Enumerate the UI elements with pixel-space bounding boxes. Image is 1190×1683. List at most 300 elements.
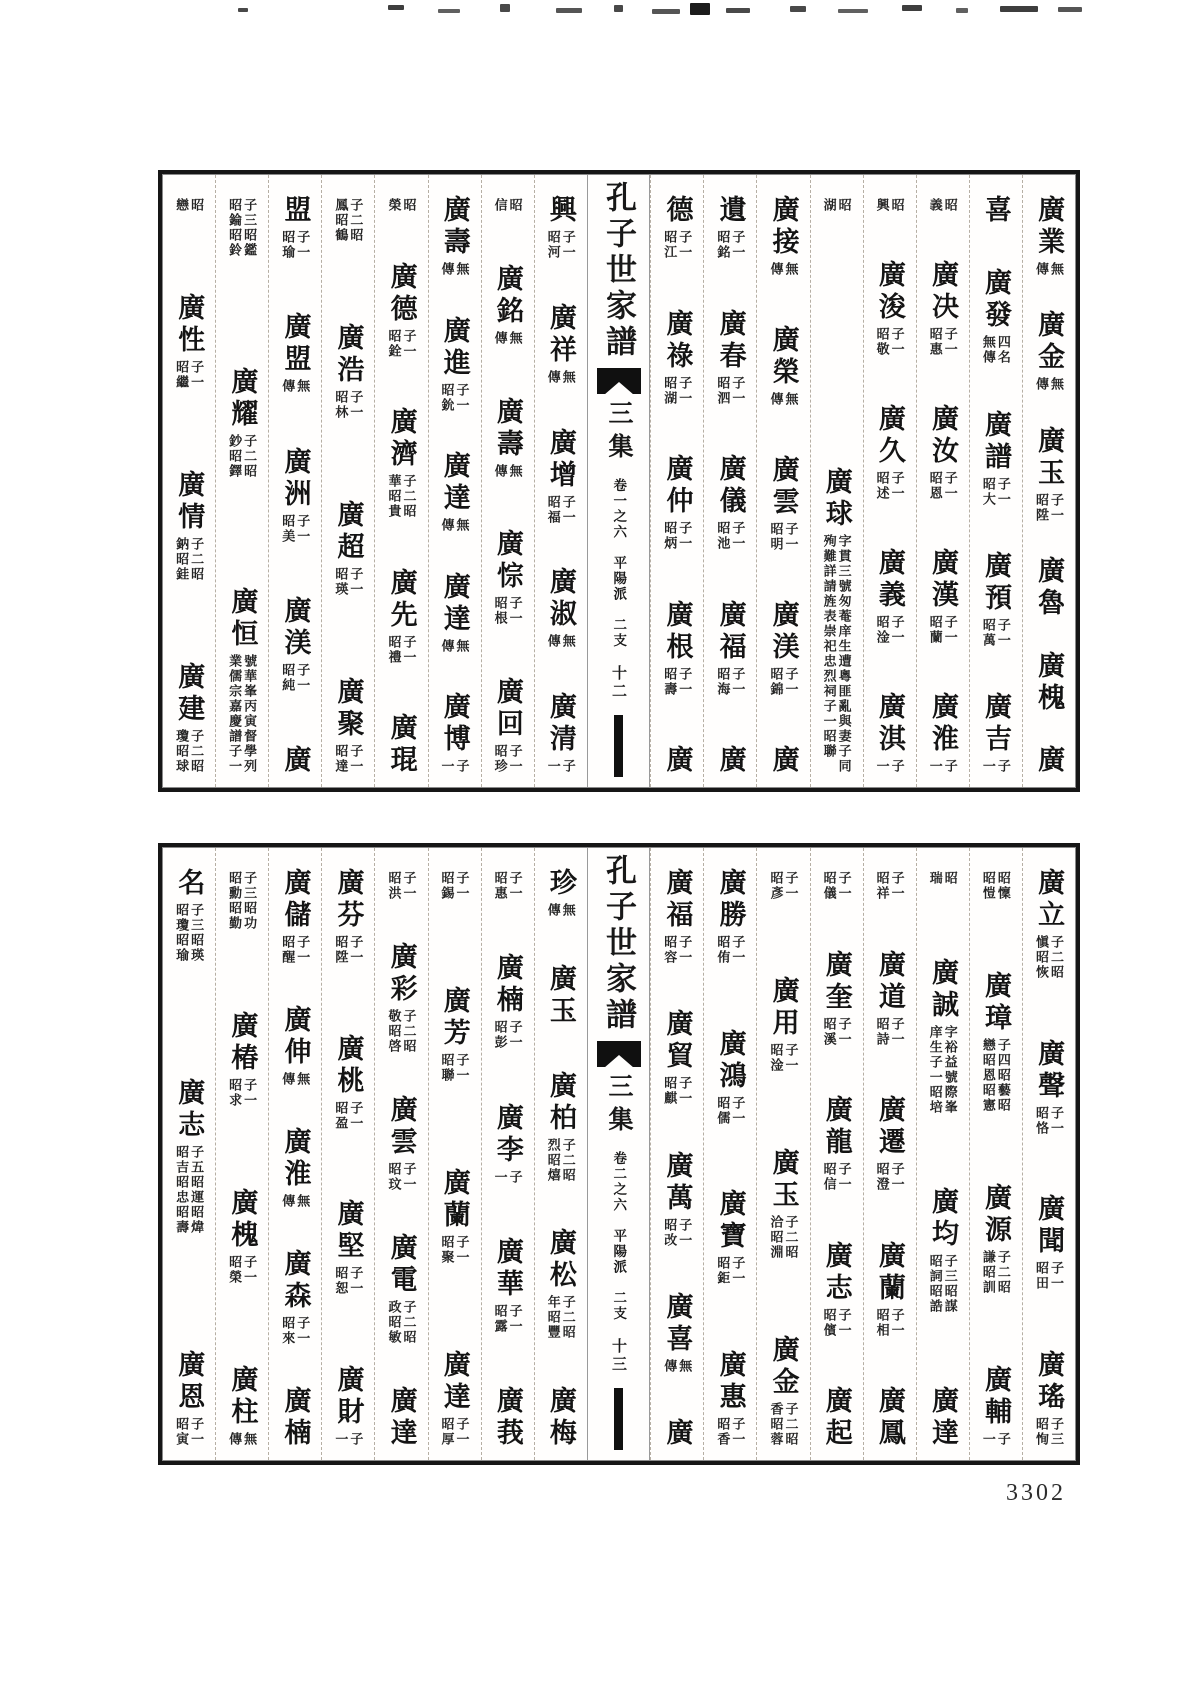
person-name: 廣壽 [439,195,470,259]
person-name: 廣汝 [927,404,958,468]
genealogy-entry [280,195,310,263]
genealogy-entry [174,470,204,585]
person-name: 廣渼 [768,600,799,664]
genealogy-entry [715,1350,745,1450]
person-note: 子一昭敬 [874,327,905,357]
person-note: 子一昭珍 [492,744,523,774]
person-note: 昭戀 [174,198,205,213]
genealogy-entry [546,1071,576,1186]
person-note: 子一昭湖 [662,375,693,406]
person-note: 子一昭麒 [662,1076,693,1107]
person-note: 子一昭江 [662,230,693,260]
person-note: 子一 [545,759,576,774]
genealogy-entry [386,568,416,668]
person-name: 遺 [715,195,746,227]
genealogy-entry [493,529,523,629]
person-note: 子一昭達 [333,744,364,774]
person-note: 子五昭運昭煒昭吉昭忠昭壽 [174,1145,205,1235]
person-name: 廣耀 [227,366,258,431]
genealogy-entry [227,868,257,934]
genealogy-column [534,848,587,1460]
person-name: 廣財 [333,1364,364,1429]
column-grid [162,174,1076,788]
person-name: 廣芬 [333,868,364,932]
genealogy-entry [768,195,798,280]
genealogy-column [215,175,268,787]
genealogy-entry [386,1233,416,1348]
person-name: 廣龍 [821,1095,852,1159]
person-note: 子一昭祥 [874,871,905,901]
person-note: 子一昭詩 [874,1016,905,1047]
person-note: 無傳 [662,1358,693,1374]
person-name: 廣伸 [280,1005,311,1069]
person-note: 無傳 [280,379,311,395]
genealogy-entry [716,745,744,777]
genealogy-entry [440,1168,470,1268]
genealogy-entry [227,367,257,482]
genealogy-entry [822,1386,850,1450]
person-name: 廣璋 [981,971,1012,1035]
person-note: 子一昭瑜 [280,230,311,260]
genealogy-entry [280,447,310,547]
person-name: 廣進 [439,315,470,380]
genealogy-entry [386,1095,416,1195]
genealogy-entry [875,1095,905,1195]
person-name: 廣勝 [715,868,746,932]
person-note: 子三昭瑛昭瓊昭瑜 [174,903,205,963]
genealogy-entry [546,567,576,652]
person-note: 昭義 [927,198,958,213]
person-note: 號華峯丙寅督學列業儒宗嘉慶譜子一 [227,654,258,774]
genealogy-entry [387,1386,415,1450]
genealogy-entry [875,195,905,216]
spine-bar [614,715,623,778]
genealogy-entry [333,500,363,600]
person-name: 廣均 [927,1187,958,1251]
person-name: 廣起 [821,1386,852,1450]
person-name: 廣洲 [280,446,311,511]
genealogy-column [1022,848,1075,1460]
person-note: 無傳 [439,262,470,277]
person-name: 廣榮 [768,325,799,389]
person-note: 子一昭海 [715,666,746,697]
person-name: 廣淑 [545,567,576,632]
person-note: 無傳 [280,1194,311,1209]
genealogy-entry [333,677,363,777]
person-name: 廣壽 [492,396,523,461]
person-note: 子一昭恕 [333,1266,364,1297]
genealogy-entry [981,1365,1011,1450]
person-note: 子一昭儀 [821,871,852,901]
person-name: 廣浚 [874,260,905,324]
genealogy-entry [875,868,905,904]
genealogy-entry [981,971,1011,1116]
person-note: 子一昭蘭 [927,615,958,645]
person-name: 廣譜 [981,409,1012,474]
person-name: 廣輔 [981,1365,1012,1429]
person-note: 無傳 [545,369,576,385]
genealogy-entry [928,404,958,504]
person-note: 子一昭壽 [662,666,693,697]
genealogy-entry [982,195,1010,227]
person-name: 廣聲 [1034,1038,1065,1103]
genealogy-entry [928,868,958,889]
person-note: 子一昭鈗 [439,382,470,413]
book-title: 孔子世家譜 [601,854,637,1034]
genealogy-entry [981,692,1011,777]
genealogy-entry [281,1386,309,1450]
genealogy-entry [875,1241,905,1341]
person-note: 子一昭寅 [174,1417,205,1447]
genealogy-entry [822,195,852,216]
genealogy-entry [493,1386,521,1450]
genealogy-entry [1034,1350,1064,1450]
person-note: 子一 [333,1431,364,1447]
person-note: 子一 [439,759,470,774]
person-note: 子二昭鈉昭銈 [174,537,205,582]
person-name: 廣吉 [981,692,1012,756]
genealogy-entry [493,397,523,482]
person-name: 廣槐 [227,1188,258,1252]
person-name: 廣清 [545,692,576,756]
person-note: 子一昭澄 [874,1162,905,1192]
genealogy-entry [822,1095,852,1195]
chapter-branch-line: 卷二之六 平陽派 二支 [611,1151,627,1322]
person-name: 廣恒 [227,587,258,651]
person-note: 子一昭大 [980,476,1011,507]
person-note: 子一昭錫 [439,871,470,901]
genealogy-entry [662,454,692,554]
person-name: 廣蘭 [874,1240,905,1305]
person-name: 廣悰 [492,529,523,594]
genealogy-entry [1034,426,1064,526]
person-name: 廣渼 [280,595,311,660]
genealogy-entry [768,455,798,555]
genealogy-entry [1035,651,1063,715]
person-note: 子一 [492,1169,523,1185]
person-name: 廣儲 [280,868,311,932]
folio-number: 十二 [610,664,627,701]
person-note: 子一昭溪 [821,1016,852,1047]
genealogy-entry [1035,556,1063,620]
person-note: 無傳 [768,392,799,407]
genealogy-column [810,848,863,1460]
person-note: 子二昭烈昭熺 [545,1137,576,1183]
genealogy-entry [662,195,692,263]
person-name: 廣莪 [492,1386,523,1450]
person-name: 廣淇 [874,692,905,756]
genealogy-entry [493,677,523,777]
genealogy-entry [662,309,692,409]
scan-artifact [614,5,623,12]
genealogy-entry [227,1011,257,1111]
person-note: 子一昭玟 [386,1162,417,1192]
person-name: 興 [545,195,576,227]
person-name: 廣道 [874,949,905,1014]
genealogy-entry [715,309,745,409]
genealogy-column [969,848,1022,1460]
genealogy-entry [174,868,204,966]
collection-label: 三集 [605,400,633,466]
genealogy-entry [546,428,576,528]
person-name: 廣達 [386,1386,417,1450]
person-note: 子一昭萬 [980,617,1011,648]
genealogy-entry [768,325,798,410]
genealogy-column [863,175,916,787]
person-note: 子二昭瓊昭球 [174,729,205,774]
person-note: 子二昭政昭敏 [386,1300,417,1345]
genealogy-column [756,175,809,787]
person-note: 子二昭鳳昭鶴 [333,198,364,243]
person-name: 珍 [545,868,576,900]
person-name: 廣彩 [386,942,417,1006]
genealogy-column [428,175,481,787]
person-note: 子一昭惠 [927,327,958,357]
person-note: 子四昭藝昭戀昭恩昭憲 [980,1038,1011,1113]
person-note: 子一昭池 [715,521,746,551]
genealogy-entry [1034,310,1064,395]
person-note: 子三昭謀昭詞昭誥 [927,1254,958,1314]
chapter-branch-line: 卷一之六 平陽派 二支 [611,478,627,649]
person-note: 子一昭炳 [662,521,693,551]
genealogy-entry [662,600,692,700]
genealogy-column [969,175,1022,787]
genealogy-entry [663,1418,691,1450]
person-note: 子一昭瑛 [333,567,364,597]
genealogy-entry [493,195,523,216]
person-name: 喜 [981,195,1012,227]
person-note: 子二昭洽昭淵 [768,1215,799,1260]
genealogy-entry [333,195,363,246]
genealogy-entry [929,1386,957,1450]
scan-artifact [652,9,680,14]
genealogy-column [215,848,268,1460]
person-name: 廣達 [927,1386,958,1450]
person-name: 廣用 [768,976,799,1040]
genealogy-entry [174,1350,204,1450]
genealogy-column [374,175,427,787]
genealogy-column [916,175,969,787]
page-number: 3302 [1006,1480,1066,1506]
person-name: 廣松 [545,1228,576,1293]
genealogy-entry [768,600,798,700]
person-name: 廣 [715,745,746,777]
person-name: 盟 [280,195,311,227]
genealogy-column [428,848,481,1460]
genealogy-entry [1034,1039,1064,1139]
person-note: 子二昭敬昭啓 [386,1009,417,1054]
person-note: 子一昭彥 [768,871,799,901]
person-note: 子一昭醒 [280,935,311,965]
person-note: 子一昭明 [768,522,799,552]
genealogy-table-lower [158,843,1080,1465]
person-note: 子一昭改 [662,1217,693,1248]
genealogy-entry [715,600,745,700]
person-name: 廣濟 [386,407,417,471]
genealogy-entry [440,316,470,416]
genealogy-column [650,175,703,787]
person-name: 廣立 [1034,868,1065,932]
person-note: 子一昭河 [545,230,576,260]
person-name: 廣 [662,745,693,777]
person-note: 子一昭陞 [1033,492,1064,523]
person-note: 子一 [980,1432,1011,1447]
genealogy-entry [662,1151,692,1251]
genealogy-entry [174,662,204,777]
person-note: 子一昭儐 [821,1307,852,1338]
person-name: 廣决 [927,260,958,324]
person-note: 子一昭繼 [174,360,205,390]
person-note: 子三昭恂 [1033,1416,1064,1447]
person-name: 廣接 [768,195,799,259]
person-name: 廣萬 [662,1150,693,1215]
title-column [587,175,650,787]
person-name: 廣德 [386,261,417,326]
person-note: 子二昭華昭貴 [386,474,417,519]
person-name: 廣福 [662,868,693,932]
person-name: 廣槐 [1034,650,1065,715]
person-name: 廣堅 [333,1199,364,1264]
person-name: 廣惠 [715,1349,746,1414]
genealogy-column [321,175,374,787]
person-note: 子一昭泗 [715,375,746,406]
genealogy-column [650,848,703,1460]
genealogy-column [916,848,969,1460]
person-note: 無傳 [1033,377,1064,393]
person-note: 子一昭聚 [439,1235,470,1265]
person-note: 無傳 [545,634,576,650]
person-name: 廣玉 [545,963,576,1028]
person-name: 廣志 [821,1240,852,1305]
genealogy-column [481,175,534,787]
genealogy-entry [227,587,257,777]
person-name: 廣淮 [280,1127,311,1191]
person-note: 子一昭恪 [1033,1105,1064,1136]
column-grid [162,847,1076,1461]
person-note: 子一昭惠 [492,871,523,901]
person-note: 無傳 [439,518,470,533]
person-note: 子一昭聯 [439,1053,470,1083]
person-name: 廣達 [439,571,470,636]
person-name: 廣預 [981,550,1012,615]
person-note: 無傳 [280,1072,311,1087]
genealogy-entry [876,1386,904,1450]
person-name: 廣超 [333,500,364,564]
person-name: 廣銘 [492,263,523,328]
genealogy-entry [280,312,310,397]
genealogy-entry [822,467,852,777]
person-name: 廣發 [981,268,1012,333]
person-note: 子三昭鑑昭錀昭鈴 [227,198,258,258]
person-name: 廣華 [492,1236,523,1301]
genealogy-entry [386,262,416,362]
genealogy-entry [981,410,1011,510]
person-note: 子二昭愼昭恢 [1033,935,1064,980]
person-name: 廣浩 [333,323,364,387]
person-note: 子一昭銘 [715,230,746,260]
genealogy-entry [875,950,905,1050]
title-column [587,848,650,1460]
person-note: 子一昭露 [492,1303,523,1334]
person-note: 無傳 [439,638,470,654]
genealogy-entry [546,1228,576,1343]
genealogy-column [756,848,809,1460]
genealogy-entry [281,745,309,777]
genealogy-entry [174,195,204,216]
person-name: 廣情 [174,470,205,534]
person-name: 廣楠 [280,1386,311,1450]
genealogy-entry [227,1365,257,1450]
person-note: 子一昭儒 [715,1095,746,1126]
person-name: 廣金 [1034,310,1065,375]
person-note: 子一昭彭 [492,1020,523,1051]
person-note: 昭榮 [386,198,417,213]
person-name: 廣淮 [927,692,958,756]
person-note: 子二昭年昭豐 [545,1295,576,1341]
scan-artifact [838,9,868,13]
genealogy-entry [981,268,1011,368]
genealogy-entry [981,551,1011,651]
genealogy-entry [546,868,576,921]
genealogy-entry [662,1009,692,1109]
genealogy-entry [715,868,745,968]
person-name: 廣志 [174,1078,205,1142]
person-name: 廣玉 [768,1148,799,1212]
person-note: 子一 [874,759,905,774]
person-name: 廣聚 [333,677,364,741]
genealogy-entry [386,407,416,522]
person-name: 廣誠 [927,958,958,1022]
person-note: 無傳 [545,903,576,918]
person-name: 廣鳳 [874,1386,905,1450]
genealogy-entry [227,195,257,261]
genealogy-entry [822,1241,852,1341]
genealogy-entry [768,868,798,904]
person-note: 子一昭求 [227,1078,258,1108]
genealogy-entry [768,976,798,1076]
person-name: 廣鴻 [715,1028,746,1093]
person-name: 廣祥 [545,302,576,367]
genealogy-entry [928,260,958,360]
genealogy-entry [662,1292,692,1377]
person-name: 廣聞 [1034,1194,1065,1259]
genealogy-entry [875,692,905,777]
scan-artifact [726,8,750,13]
person-name: 名 [174,868,205,900]
fishtail-ornament [597,368,641,394]
genealogy-column [481,848,534,1460]
genealogy-entry [768,1148,798,1263]
genealogy-entry [440,451,470,536]
person-note: 子一昭恩 [927,471,958,501]
person-note: 子一昭淦 [874,615,905,645]
scan-artifact [1058,7,1082,12]
genealogy-entry [280,1127,310,1212]
genealogy-entry [822,950,852,1050]
person-name: 廣先 [386,567,417,632]
genealogy-entry [715,1029,745,1129]
genealogy-entry [928,692,958,777]
person-note: 子一昭福 [545,494,576,525]
person-name: 廣李 [492,1102,523,1167]
person-note: 子一昭盈 [333,1100,364,1131]
genealogy-entry [546,692,576,777]
genealogy-entry [440,986,470,1086]
genealogy-entry [280,596,310,696]
book-title: 孔子世家譜 [601,181,637,361]
person-note: 子二昭鈔昭鐸 [227,433,258,479]
person-note: 子一昭銓 [386,328,417,359]
